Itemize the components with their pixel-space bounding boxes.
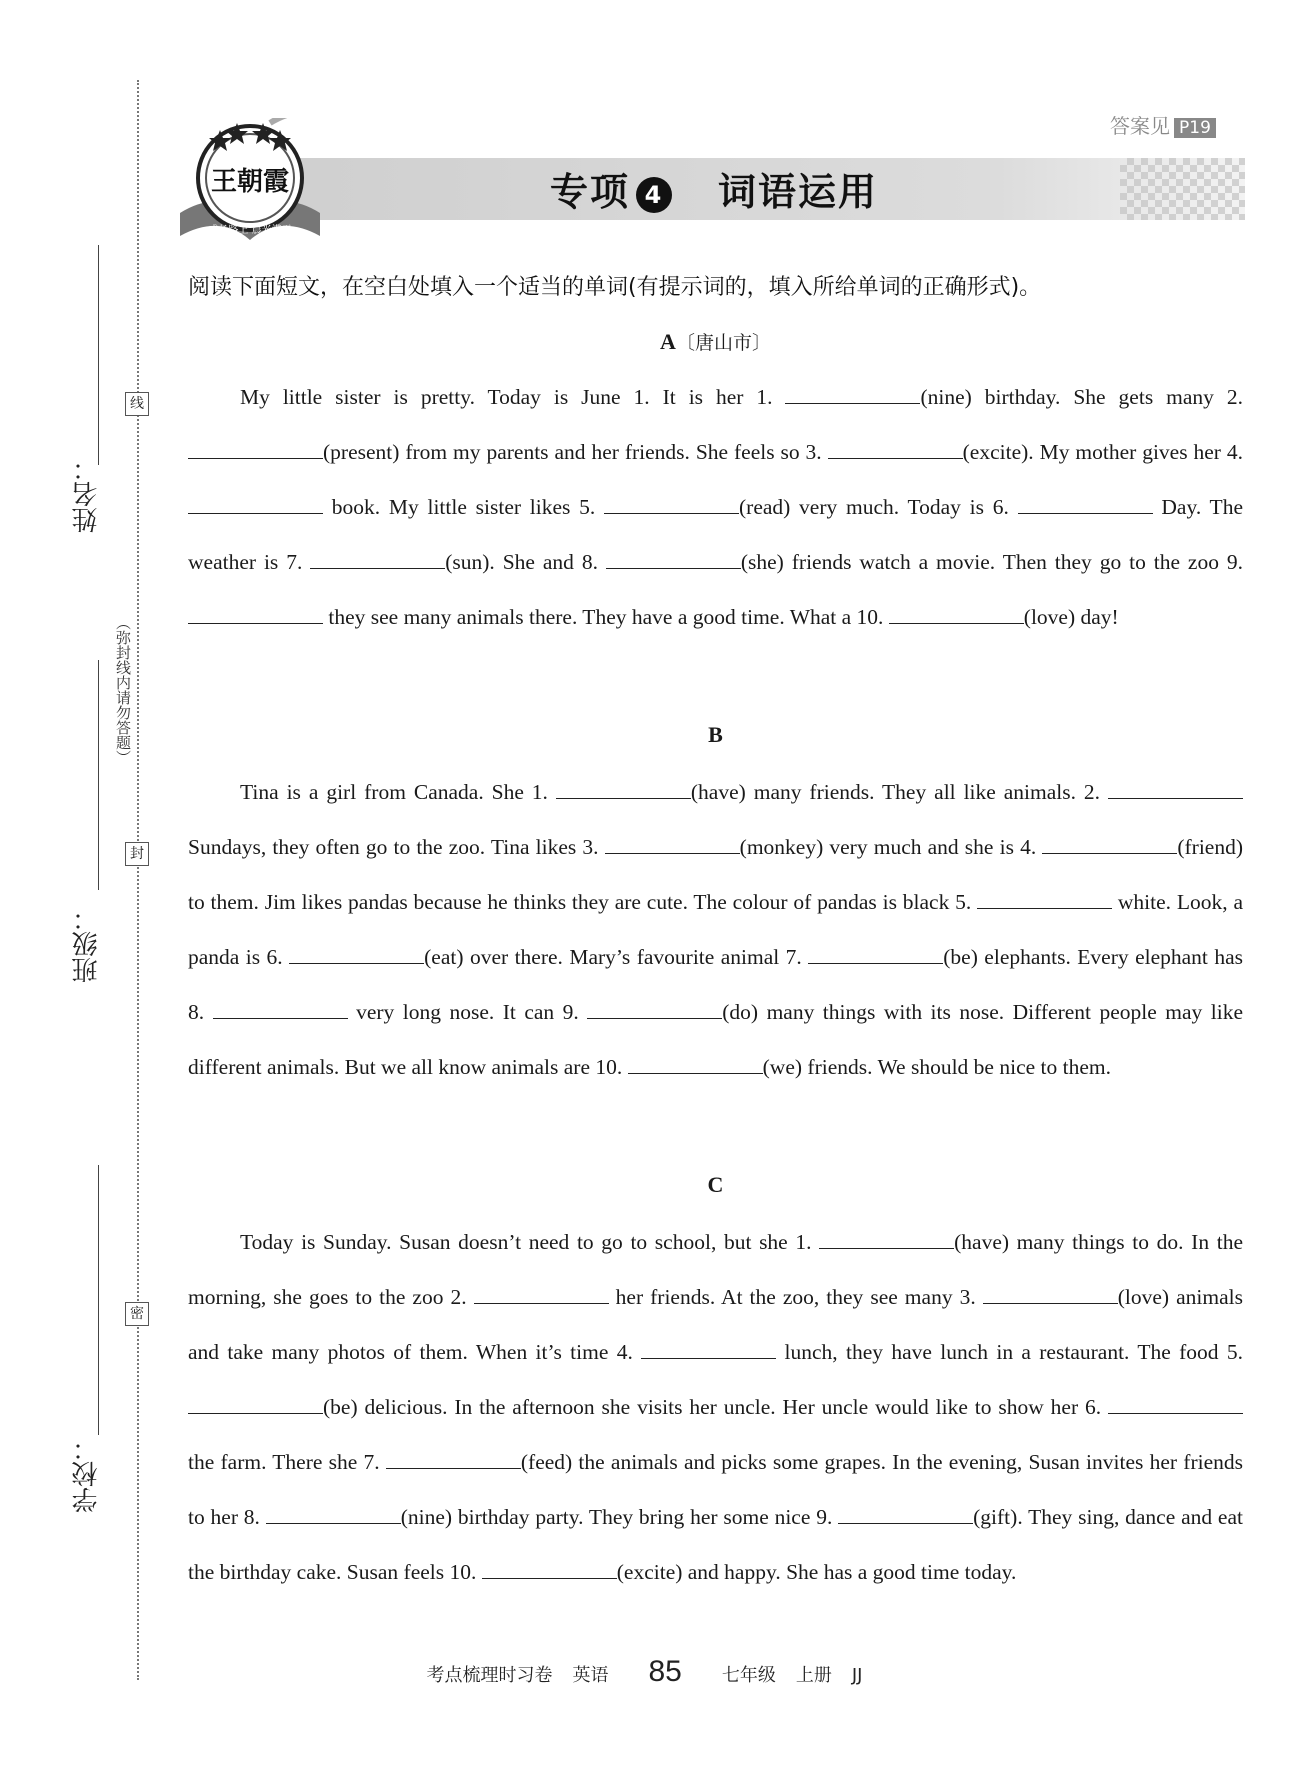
- page-number: 85: [648, 1655, 682, 1688]
- blank-c-5[interactable]: [188, 1395, 323, 1414]
- class-label: 班级：: [72, 905, 102, 983]
- section-b-heading: B: [708, 722, 723, 747]
- seal-box-mi: 密: [125, 1302, 149, 1326]
- blank-b-1[interactable]: [556, 780, 691, 799]
- passage-c: Today is Sunday. Susan doesn’t need to go to school, but she 1. (have) many things to do. In the morning, she goes to the zoo 2. her friends. At the zoo, they see many 3. (love) animals and take many photos of them. When it’s time 4. lunch, they have lunch in a restaurant. The food 5. (be) delicious. In the afternoon she visits her uncle. Her uncle would like to show her 6. the farm. There she 7. (feed) the animals and picks some grapes. In the evening, Susan invites her friends to her 8. (nine) birthday party. They bring her some nice 9. (gift). They sing, dance and eat the birthday cake. Susan feels 10. (excite) and happy. She has a good time today.: [188, 1230, 1243, 1584]
- passage-a: My little sister is pretty. Today is June 1. It is her 1. (nine) birthday. She gets many 2. (present) from my parents and her friends. She feels so 3. (excite). My mother gives her 4. book. My little sister likes 5. (read) very much. Today is 6. Day. The weather is 7. (sun). She and 8. (she) friends watch a movie. Then they go to the zoo 9. they see many animals there. They have a good time. What a 10. (love) day!: [188, 385, 1244, 629]
- blank-c-9[interactable]: [838, 1505, 973, 1524]
- brand-logo-icon: [180, 118, 320, 243]
- svg-text:王朝霞: 王朝霞: [210, 167, 290, 197]
- blank-b-4[interactable]: [1042, 835, 1177, 854]
- blank-c-3[interactable]: [983, 1285, 1118, 1304]
- blank-a-3[interactable]: [828, 440, 963, 459]
- blank-a-10[interactable]: [889, 605, 1024, 624]
- blank-c-10[interactable]: [482, 1560, 617, 1579]
- answer-reference: 答案见 P19: [1110, 110, 1216, 139]
- blank-b-9[interactable]: [587, 1000, 722, 1019]
- footer-volume: 上册: [795, 1665, 832, 1686]
- footer-grade: 七年级: [721, 1665, 776, 1686]
- blank-a-1[interactable]: [785, 385, 920, 404]
- blank-b-3[interactable]: [605, 835, 740, 854]
- footer-book: 考点梳理时习卷: [426, 1665, 553, 1686]
- footer-subject: 英语: [572, 1665, 609, 1686]
- school-label: 学校：: [72, 1435, 102, 1513]
- svg-text:成长路上 晨光满天: 成长路上 晨光满天: [208, 225, 292, 236]
- school-underline: [98, 1165, 99, 1435]
- blank-b-7[interactable]: [808, 945, 943, 964]
- blank-a-8[interactable]: [606, 550, 741, 569]
- blank-a-7[interactable]: [310, 550, 445, 569]
- blank-c-4[interactable]: [641, 1340, 776, 1359]
- binding-margin: [0, 0, 150, 1789]
- instruction-text: 阅读下面短文，在空白处填入一个适当的单词(有提示词的，填入所给单词的正确形式)。: [188, 275, 1042, 300]
- blank-a-2[interactable]: [188, 440, 323, 459]
- banner-pattern: [1120, 158, 1245, 220]
- blank-c-7[interactable]: [386, 1450, 521, 1469]
- section-number-badge: 4: [636, 177, 672, 213]
- blank-c-2[interactable]: [474, 1285, 609, 1304]
- name-label: 姓名：: [72, 455, 102, 533]
- page-footer: [0, 1655, 1289, 1689]
- section-a-heading: A〔唐山市〕: [660, 329, 771, 354]
- seal-notice: （弥封线内请勿答题）: [114, 615, 132, 765]
- class-underline: [98, 660, 99, 890]
- section-c-heading: C: [707, 1172, 724, 1197]
- blank-a-6[interactable]: [1018, 495, 1153, 514]
- answer-page-badge: P19: [1174, 118, 1216, 138]
- blank-b-5[interactable]: [977, 890, 1112, 909]
- name-underline: [98, 245, 99, 465]
- page-title: 专项 4 词语运用: [550, 170, 879, 214]
- passage-b: Tina is a girl from Canada. She 1. (have) many friends. They all like animals. 2. Sundays, they often go to the zoo. Tina likes 3. (monkey) very much and she is 4. (friend) to them. Jim likes pandas because he thinks they are cute. The colour of pandas is black 5. white. Look, a panda is 6. (eat) over there. Mary’s favourite animal 7. (be) elephants. Every elephant has 8. very long nose. It can 9. (do) many things with its nose. Different people may like different animals. But we all know animals are 10. (we) friends. We should be nice to them.: [188, 780, 1244, 1079]
- blank-b-8[interactable]: [213, 1000, 348, 1019]
- blank-b-6[interactable]: [289, 945, 424, 964]
- blank-c-8[interactable]: [266, 1505, 401, 1524]
- seal-box-xian: 线: [125, 392, 149, 416]
- blank-a-5[interactable]: [604, 495, 739, 514]
- blank-a-9[interactable]: [188, 605, 323, 624]
- blank-b-10[interactable]: [628, 1055, 763, 1074]
- blank-c-1[interactable]: [819, 1230, 954, 1249]
- seal-dotted-line: [137, 80, 139, 1680]
- section-a-source: 〔唐山市〕: [675, 332, 771, 354]
- blank-b-2[interactable]: [1108, 780, 1243, 799]
- seal-box-feng: 封: [125, 842, 149, 866]
- blank-c-6[interactable]: [1108, 1395, 1243, 1414]
- blank-a-4[interactable]: [188, 495, 323, 514]
- footer-edition: JJ: [851, 1665, 863, 1686]
